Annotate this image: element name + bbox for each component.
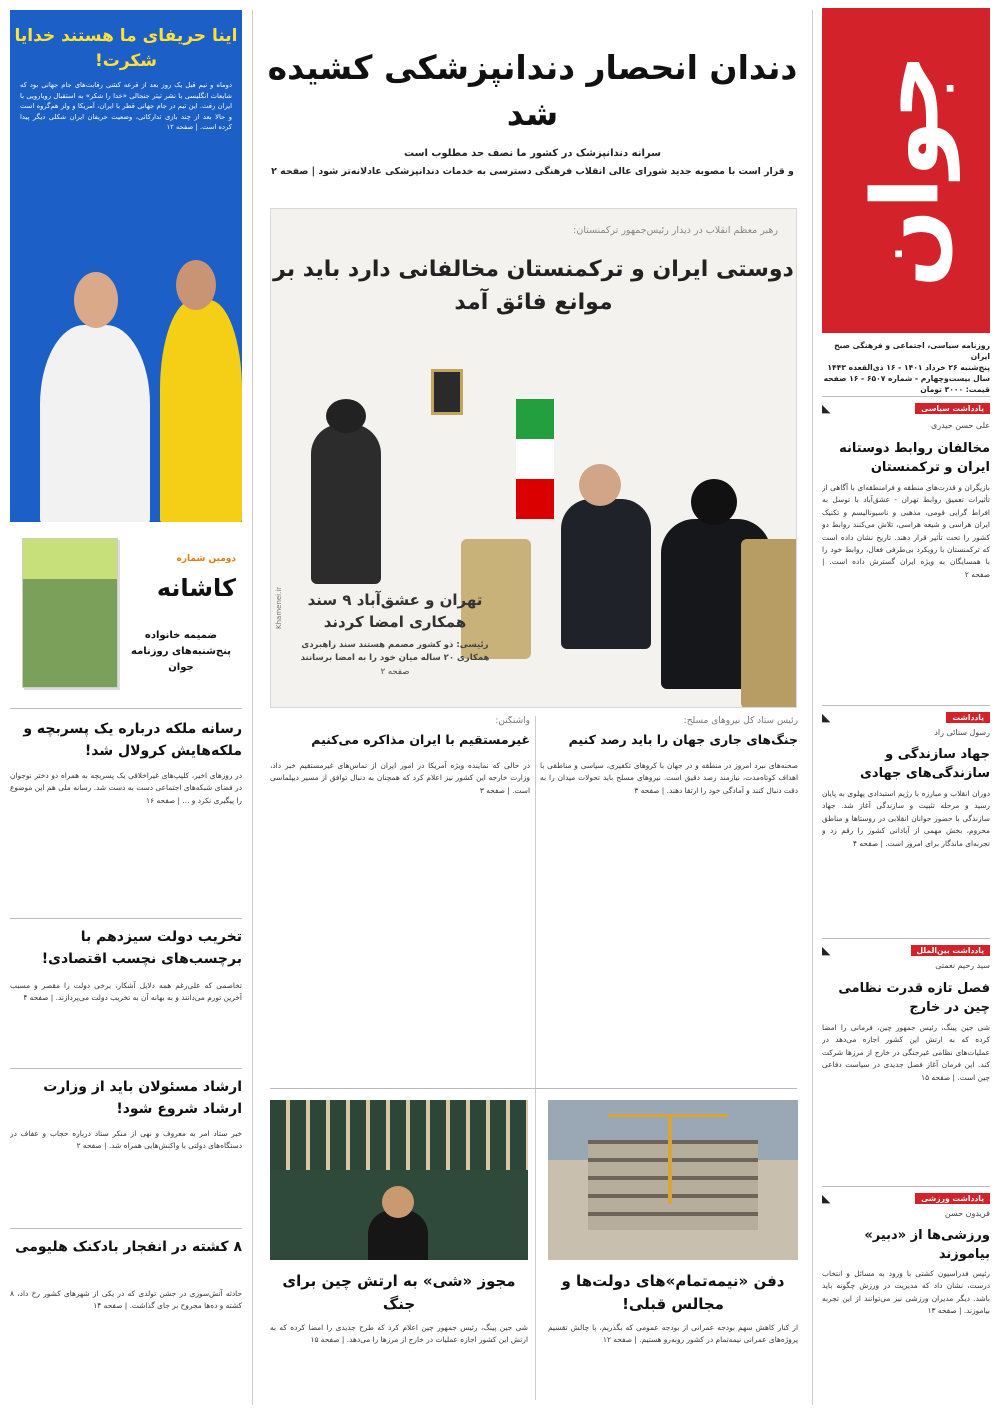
magazine-cover — [22, 538, 118, 688]
corner-arrow-icon: ◣ — [822, 943, 831, 957]
story-body: در حالی که نماینده ویژه آمریکا در امور ایران از تماس‌های غیرمستقیم خبر داد، وزارت خارجه این کشور نیز اعلام کرد که همچنان به دنبال توافق از مسیر دیپلماسی است. | صفحه ۳ — [270, 761, 530, 795]
story-body: شی جین پینگ، رئیس جمهور چین اعلام کرد که طرح جدیدی را امضا کرده که به ارتش این کشور اجازه عملیات در خارج از مرزها را می‌دهد. | صفحه ۱۵ — [270, 1323, 528, 1345]
photo-kicker: رهبر معظم انقلاب در دیدار رئیس‌جمهور ترکمنستان: — [573, 225, 778, 236]
meta-line: پنج‌شنبه ۲۶ خرداد ۱۴۰۱ - ۱۶ ذی‌القعده ۱۴۴۳ — [827, 363, 990, 372]
left-story-body: تخاصمی که علی‌رغم همه دلایل آشکار، برخی دولت را مقصر و مسبب آخرین تورم می‌دانند و به بهانه آن به تخریب دولت می‌پردازند. | صفحه ۴ — [10, 981, 242, 1003]
caption-page: صفحه ۲ — [380, 667, 410, 677]
column-title[interactable]: ورزشی‌ها از «دبیر» بیاموزند — [864, 1228, 990, 1262]
england-player-image — [40, 325, 150, 522]
story-title[interactable]: مجوز «شی» به ارتش چین برای جنگ — [282, 1272, 516, 1313]
left-story-body: خبر ستاد امر به معروف و نهی از منکر ستاد درباره حجاب و عفاف در دستگاه‌های دولتی با واکنش‌هایی همراه شد. | صفحه ۲ — [10, 1129, 242, 1151]
kashaneh-title: کاشانه — [156, 574, 236, 602]
column-author: رسول سنائی راد — [934, 728, 990, 737]
headline-sub: سرانه دندانپزشک در کشور ما نصف حد مطلوب است — [404, 148, 661, 159]
main-headline[interactable]: دندان انحصار دندانپزشکی کشیده شد — [267, 48, 798, 133]
story-title[interactable]: دفن «نیمه‌تمام»‌های دولت‌ها و مجالس قبلی! — [561, 1272, 785, 1313]
story-body: صحنه‌های نبرد امروز در منطقه و در جهان با کروهای تکفیری، سیاسی و مناطقی با اهداف کوتاه‌مدت، نیازمند رصد دقیق است. نیروهای مسلح باید تحولات میدان را به دقت دنبال کنند و آمادگی خود را ارتقا دهند. | صفحه ۳ — [540, 761, 798, 795]
iran-flag — [516, 399, 554, 519]
person-head — [691, 479, 737, 525]
column-tag-row — [822, 1191, 990, 1205]
player-head — [176, 260, 216, 310]
logo-text: جوان — [852, 53, 960, 288]
person-figure — [311, 424, 381, 584]
photo-caption — [285, 589, 505, 677]
story-kicker: واشنگتن: — [495, 716, 530, 726]
column-body: دوران انقلاب و مبارزه با رژیم استبدادی پهلوی به پایان رسید و مرحله تثبیت و سازندگی آغاز شد. جهاد سازندگی با حضور جوانان انقلابی در روستاها و مناطق محروم، بخش مهمی از آبادانی کشور را رقم زد و تجربه‌ای ماندگار برای امروز است. | صفحه ۴ — [822, 789, 990, 848]
column-tag: یادداشت سیاسی — [915, 403, 990, 414]
kashaneh-desc: ضمیمه خانواده پنج‌شنبه‌های روزنامه جوان — [131, 630, 231, 673]
column-tag-row — [822, 710, 990, 724]
column-tag: یادداشت بین‌الملل — [911, 945, 990, 956]
column-tag: یادداشت — [946, 712, 990, 723]
story-kicker: رئیس ستاد کل نیروهای مسلح: — [683, 716, 798, 726]
column-tag: یادداشت ورزشی — [915, 1193, 990, 1204]
left-story-title[interactable]: ارشاد مسئولان باید از وزارت ارشاد شروع شود! — [43, 1079, 242, 1117]
masthead-logo — [822, 8, 990, 333]
corner-arrow-icon: ◣ — [822, 1191, 831, 1205]
left-story-body: در روزهای اخیر، کلیپ‌های غیراخلاقی یک پسربچه به همراه دو دختر نوجوان در فضای شبکه‌های اجتماعی دست به دست شد. رسانه ملی هم این موضوع را پیگیری نکرد و ... | صفحه ۱۶ — [10, 771, 242, 805]
column-tag-row — [822, 401, 990, 415]
left-story-title[interactable]: ۸ کشته در انفجار بادکنک هلیومی — [15, 1239, 242, 1255]
column-author: علی حسن حیدری — [930, 421, 990, 430]
caption-text: رئیسی: دو کشور مصمم هستند سند راهبردی همکاری ۲۰ ساله میان خود را به امضا برسانند — [300, 640, 490, 663]
kashaneh-supplement[interactable] — [10, 534, 242, 704]
issue-meta — [822, 340, 990, 395]
wales-player-image — [160, 300, 242, 522]
player-head — [74, 272, 118, 328]
column-title[interactable]: فصل تازه قدرت نظامی چین در خارج — [838, 981, 990, 1015]
caption-title: تهران و عشق‌آباد ۹ سند همکاری امضا کردند — [307, 591, 483, 631]
leader-meeting-photo[interactable] — [270, 208, 797, 708]
promo-title: اینا حریفای ما هستند خدایا شکرت! — [14, 26, 238, 71]
person-figure — [561, 499, 651, 649]
left-story-title[interactable]: تخریب دولت سیزدهم با برچسب‌های نچسب اقتصادی! — [41, 929, 242, 967]
person-head — [326, 399, 366, 433]
promo-text: دوماه و نیم قبل یک روز بعد از قرعه کشی رقابت‌های جام جهانی بود که شایعات انگلیسی با نشر تیتر جنجالی «خدا را شکر» به استقبال رویارویی با ایران رفت. این تیم در جام جهانی قطر با ایران، آمریکا و ولز هم‌گروه است و حالا بعد از چند بازی تدارکاتی، وضعیت حریفان ایران شکلی دیگر پیدا کرده است. | صفحه ۱۲ — [20, 81, 232, 132]
column-author: فریدون حسن — [944, 1209, 990, 1218]
headline-sub: و قرار است با مصوبه جدید شورای عالی انقلاب فرهنگی دسترسی به خدمات دندانپزشکی عادلانه‌تر شود | صفحه ۲ — [271, 166, 794, 177]
construction-photo[interactable] — [548, 1100, 798, 1260]
story-body: از کنار کاهش سهم بودجه عمرانی از بودجه عمومی که بگذریم، با چالش تقسیم پروژه‌های عمرانی نیمه‌تمام در کشور روبه‌رو هستیم. | صفحه ۱۲ — [548, 1323, 798, 1345]
column-body: رئیس فدراسیون کشتی با ورود به مسائل و انتخاب درست، نشان داد که مدیریت در ورزش چگونه باید باشد. دیگر مدیران ورزشی نیز می‌توانند از این تجربه بیاموزند. | صفحه ۱۳ — [822, 1269, 990, 1316]
column-body: شی جین پینگ، رئیس جمهور چین، فرمانی را امضا کرده که به ارتش این کشور اجازه می‌دهد در عملیات‌های نظامی غیرجنگی در خارج از مرزها شرکت کند. این فرمان آغاز فصل جدیدی در سیاست دفاعی چین است. | صفحه ۱۵ — [822, 1023, 990, 1082]
portrait-frame — [431, 369, 463, 415]
story-title[interactable]: غیرمستقیم با ایران مذاکره می‌کنیم — [311, 732, 530, 747]
left-story-body: حادثه آتش‌سوزی در جشن تولدی که در یکی از شهرهای کشور رخ داد، ۸ کشته و ده‌ها مجروح بر جای گذاشت. | صفحه ۱۴ — [10, 1289, 242, 1311]
left-story-title[interactable]: رسانه ملکه درباره یک پسربچه و ملکه‌هایش کرولال شد! — [23, 721, 242, 759]
chair — [741, 539, 797, 708]
corner-arrow-icon: ◣ — [822, 401, 831, 415]
kashaneh-sub: دومین شماره — [176, 554, 236, 564]
person-head — [579, 464, 621, 506]
world-cup-promo[interactable] — [10, 10, 242, 522]
column-title[interactable]: مخالفان روابط دوستانه ایران و ترکمنستان — [839, 441, 990, 475]
meta-line: قیمت: ۳۰۰۰ تومان — [920, 385, 990, 394]
meta-line: روزنامه سیاسی، اجتماعی و فرهنگی صبح ایران — [834, 341, 990, 361]
column-tag-row — [822, 943, 990, 957]
china-troops-photo[interactable] — [270, 1100, 528, 1260]
column-body: بازیگران و قدرت‌های منطقه و فرامنطقه‌ای با آگاهی از تأثیرات تعمیق روابط تهران - عشق‌آباد با توسل به افراط گرایی قومی، مذهبی و ناسیونالیسم و تکنیک ایران هراسی و شیعه هراسی، تلاش می‌کنند روابط دو کشور را تحت تأثیر قرار دهند. تاریخ نشان داده است که ترکمنستان با رویکرد بی‌طرفی فعال، روابط خود را با همسایگان به ویژه ایران گسترش داده است. | صفحه ۲ — [822, 483, 990, 579]
photo-credit: Khamenei.ir — [275, 586, 283, 629]
photo-headline: دوستی ایران و ترکمنستان مخالفانی دارد باید بر موانع فائق آمد — [273, 257, 794, 315]
meta-line: سال بیست‌وچهارم - شماره ۶۵۰۷ - ۱۶ صفحه — [823, 374, 990, 383]
column-title[interactable]: جهاد سازندگی و سازندگی‌های جهادی — [859, 747, 990, 781]
corner-arrow-icon: ◣ — [822, 710, 831, 724]
column-author: سید رحیم نعمتی — [935, 961, 990, 970]
story-title[interactable]: جنگ‌های جاری جهان را باید رصد کنیم — [568, 732, 798, 747]
